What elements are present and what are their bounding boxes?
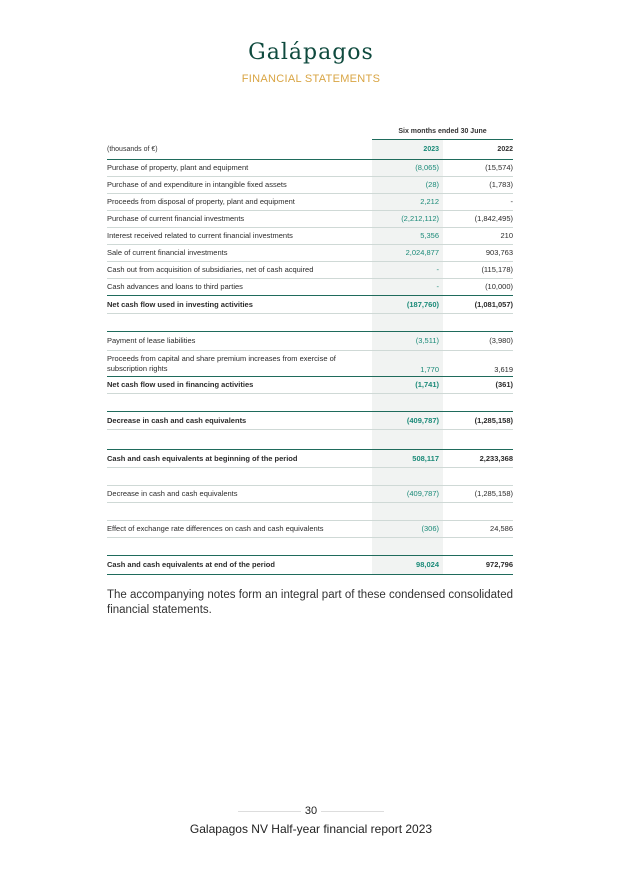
value-2022: (1,285,158) [474, 415, 513, 425]
spacer-row [107, 503, 513, 521]
value-2023: (187,760) [372, 296, 443, 313]
col-2023-header: 2023 [372, 140, 443, 159]
subtotal-row [107, 296, 513, 314]
col-2022-header: 2022 [497, 145, 513, 153]
spacer-row [107, 314, 513, 332]
row-label: Proceeds from disposal of property, plant and equipment [107, 197, 295, 207]
spacer-row [107, 468, 513, 486]
value-2022: 210 [500, 231, 513, 241]
subtotal-row [107, 412, 513, 430]
column-header-row [107, 140, 513, 160]
value-2022: (115,178) [481, 265, 513, 275]
subtotal-row [107, 450, 513, 468]
table-row [107, 521, 513, 538]
row-label: Cash out from acquisition of subsidiaries, net of cash acquired [107, 265, 314, 275]
value-2023: 2,024,877 [372, 245, 443, 261]
report-footer: Galapagos NV Half-year financial report 2023 [189, 822, 433, 836]
value-2022: 903,763 [485, 248, 513, 258]
table-row [107, 177, 513, 194]
row-label: Interest received related to current financial investments [107, 231, 293, 241]
period-header-label: Six months ended 30 June [398, 128, 487, 135]
value-2022: 972,796 [485, 560, 513, 570]
value-2023: (409,787) [372, 412, 443, 429]
company-logo: Galápagos [248, 40, 374, 65]
value-2022: (1,285,158) [474, 489, 513, 499]
row-label: Decrease in cash and cash equivalents [107, 489, 238, 499]
value-2022: (3,980) [489, 336, 513, 346]
table-row [107, 486, 513, 503]
value-2022: 24,586 [490, 524, 513, 534]
cash-flow-table [107, 122, 513, 575]
value-2022: (1,081,057) [474, 299, 513, 309]
value-2023: (306) [372, 521, 443, 537]
value-2023: (28) [372, 177, 443, 193]
subtotal-row [107, 377, 513, 394]
value-2022: 2,233,368 [479, 453, 513, 463]
row-label: Net cash flow used in financing activities [107, 380, 254, 390]
row-label: Net cash flow used in investing activities [107, 299, 253, 309]
value-2023: - [372, 262, 443, 278]
value-2023: (1,741) [372, 377, 443, 393]
value-2022: 3,619 [494, 364, 513, 374]
row-label: Purchase of and expenditure in intangible fixed assets [107, 180, 287, 190]
value-2023: (409,787) [372, 486, 443, 502]
section-title: FINANCIAL STATEMENTS [241, 73, 381, 85]
unit-label: (thousands of €) [107, 145, 158, 153]
table-row [107, 332, 513, 351]
value-2023: 508,117 [372, 450, 443, 467]
spacer-row [107, 430, 513, 450]
table-row [107, 211, 513, 228]
total-row [107, 556, 513, 575]
row-label: Purchase of current financial investments [107, 214, 245, 224]
table-row [107, 245, 513, 262]
value-2023: (8,065) [372, 160, 443, 176]
value-2023: 2,212 [372, 194, 443, 210]
row-label: Decrease in cash and cash equivalents [107, 415, 247, 425]
page-number: 30 [304, 805, 318, 817]
value-2022: (361) [495, 380, 513, 390]
footnote: The accompanying notes form an integral part of these condensed consolidated financial statements. [107, 589, 513, 616]
value-2022: (1,842,495) [474, 214, 513, 224]
value-2022: (10,000) [485, 282, 513, 292]
row-label: Purchase of property, plant and equipment [107, 163, 249, 173]
value-2022: - [510, 197, 513, 207]
value-2023: 1,770 [372, 351, 443, 376]
row-label: Proceeds from capital and share premium increases from exercise of subscription rights [107, 354, 336, 373]
value-2023: (3,511) [372, 332, 443, 350]
table-row [107, 351, 513, 377]
spacer-row [107, 538, 513, 556]
value-2022: (15,574) [485, 163, 513, 173]
period-header [107, 122, 513, 140]
row-label: Cash and cash equivalents at beginning of the period [107, 453, 298, 463]
value-2022: (1,783) [489, 180, 513, 190]
table-row [107, 228, 513, 245]
table-row [107, 194, 513, 211]
value-2023: 5,356 [372, 228, 443, 244]
row-label: Cash advances and loans to third parties [107, 282, 243, 292]
value-2023: (2,212,112) [372, 211, 443, 227]
value-2023: - [372, 279, 443, 295]
row-label: Cash and cash equivalents at end of the period [107, 560, 275, 570]
row-label: Effect of exchange rate differences on cash and cash equivalents [107, 524, 324, 534]
row-label: Sale of current financial investments [107, 248, 228, 258]
value-2023: 98,024 [372, 556, 443, 574]
table-row [107, 279, 513, 296]
spacer-row [107, 394, 513, 412]
table-row [107, 262, 513, 279]
table-row [107, 160, 513, 177]
row-label: Payment of lease liabilities [107, 336, 196, 346]
